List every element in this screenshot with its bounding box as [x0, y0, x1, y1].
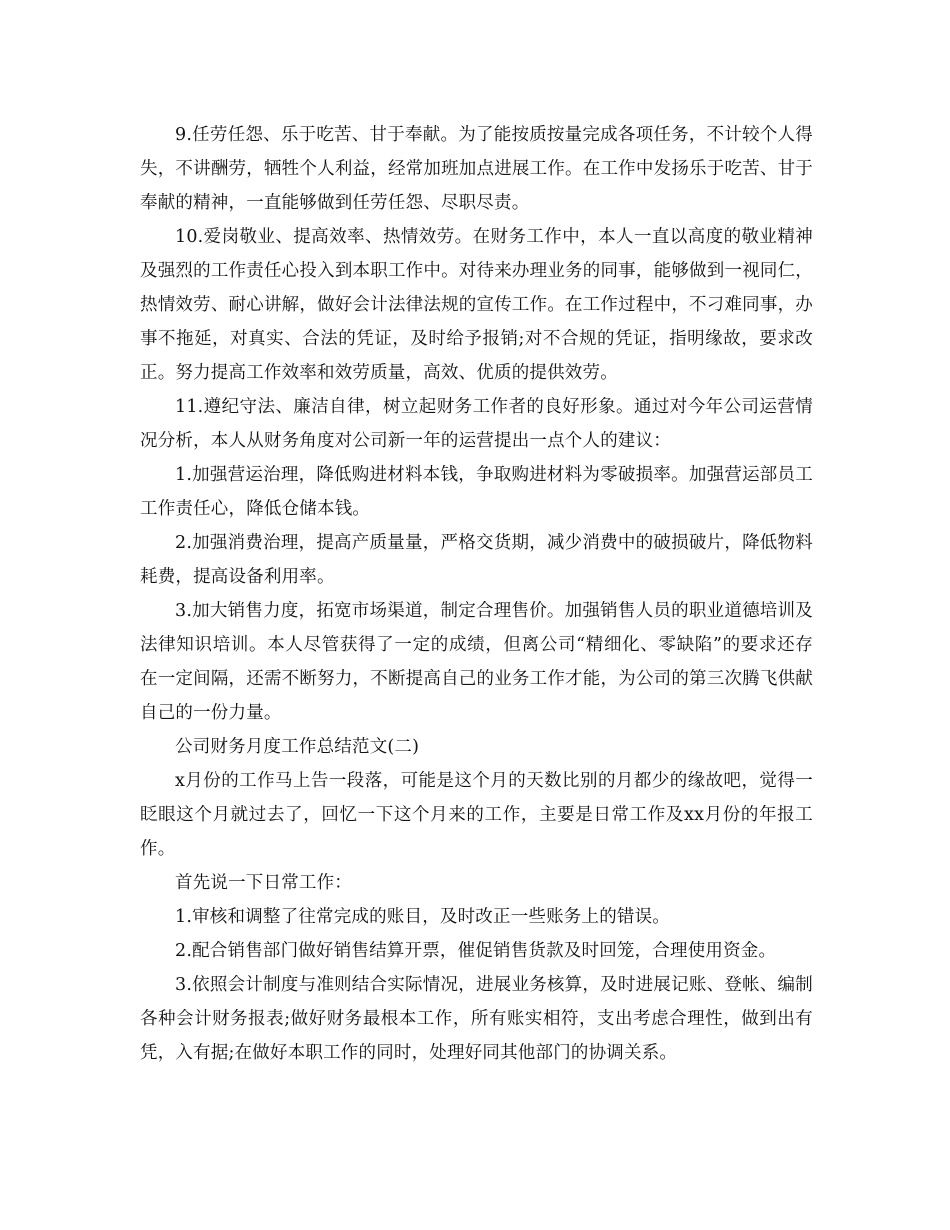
paragraph: 1.审核和调整了往常完成的账目，及时改正一些账务上的错误。: [175, 907, 670, 927]
document-body: [140, 118, 813, 1070]
paragraph: x月份的工作马上告一段落，可能是这个月的天数比别的月都少的缘故吧，觉得一眨眼这个月就过去了，回忆一下这个月来的工作，主要是日常工作及xx月份的年报工作。: [140, 771, 813, 859]
paragraph: 首先说一下日常工作：: [175, 873, 352, 893]
section-heading: 公司财务月度工作总结范文(二): [175, 737, 420, 757]
paragraph: 3.加大销售力度，拓宽市场渠道，制定合理售价。加强销售人员的职业道德培训及法律知识培训。本人尽管获得了一定的成绩，但离公司“精细化、零缺陷”的要求还存在一定间隔，还需不断努力，不断提高自己的业务工作才能，为公司的第三次腾飞供献自己的一份力量。: [140, 601, 813, 723]
paragraph: 11.遵纪守法、廉洁自律，树立起财务工作者的良好形象。通过对今年公司运营情况分析，本人从财务角度对公司新一年的运营提出一点个人的建议：: [140, 397, 813, 451]
paragraph: 2.配合销售部门做好销售结算开票，催促销售货款及时回笼，合理使用资金。: [175, 941, 777, 961]
paragraph: 3.依照会计制度与准则结合实际情况，进展业务核算，及时进展记账、登帐、编制各种会计财务报表;做好财务最根本工作，所有账实相符，支出考虑合理性，做到出有凭，入有据;在做好本职工作的同时，处理好同其他部门的协调关系。: [140, 975, 813, 1063]
paragraph: 2.加强消费治理，提高产质量量，严格交货期，减少消费中的破损破片，降低物料耗费，提高设备利用率。: [140, 533, 813, 587]
paragraph: 1.加强营运治理，降低购进材料本钱，争取购进材料为零破损率。加强营运部员工工作责任心，降低仓储本钱。: [140, 465, 813, 519]
paragraph: 10.爱岗敬业、提高效率、热情效劳。在财务工作中，本人一直以高度的敬业精神及强烈的工作责任心投入到本职工作中。对待来办理业务的同事，能够做到一视同仁，热情效劳、耐心讲解，做好会计法律法规的宣传工作。在工作过程中，不刁难同事，办事不拖延，对真实、合法的凭证，及时给予报销;对不合规的凭证，指明缘故，要求改正。努力提高工作效率和效劳质量，高效、优质的提供效劳。: [140, 227, 813, 383]
paragraph: 9.任劳任怨、乐于吃苦、甘于奉献。为了能按质按量完成各项任务，不计较个人得失，不讲酬劳，牺牲个人利益，经常加班加点进展工作。在工作中发扬乐于吃苦、甘于奉献的精神，一直能够做到任劳任怨、尽职尽责。: [140, 125, 813, 213]
